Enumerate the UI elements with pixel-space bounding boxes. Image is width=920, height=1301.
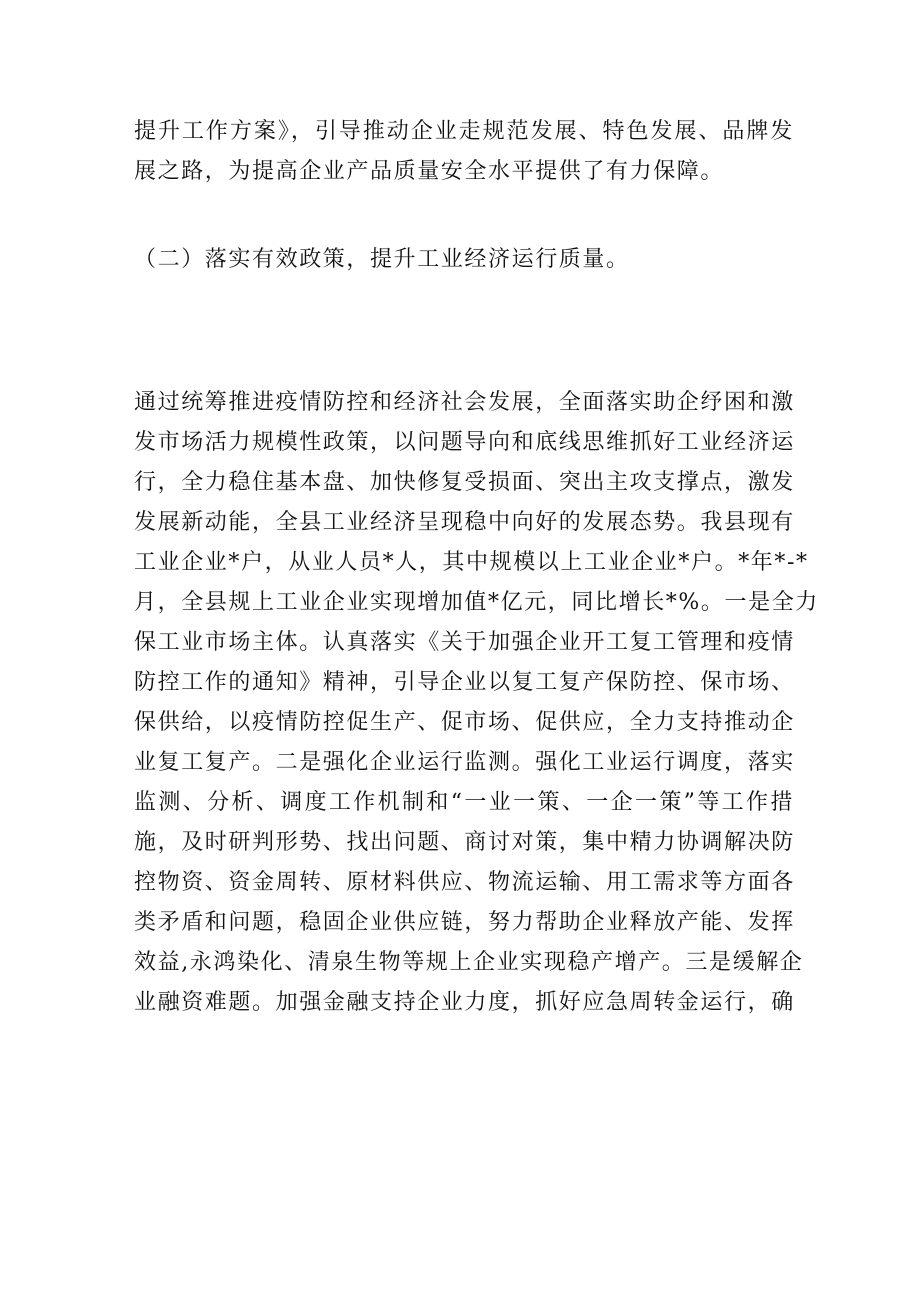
paragraph-main [134, 383, 819, 1023]
paragraph-line: 发市场活力规模性政策，以问题导向和底线思维抓好工业经济运 [134, 430, 795, 455]
paragraph-line: 保工业市场主体。认真落实《关于加强企业开工复工管理和疫情 [134, 630, 795, 655]
paragraph-line: 提升工作方案》，引导推动企业走规范发展、特色发展、品牌发 [134, 119, 794, 144]
paragraph-line: 保供给，以疫情防控促生产、促市场、促供应，全力支持推动企 [134, 710, 795, 735]
paragraph-line: 效益,永鸿染化、清泉生物等规上企业实现稳产增产。三是缓解企 [134, 950, 804, 975]
paragraph-top [134, 112, 794, 192]
paragraph-line: 展之路，为提高企业产品质量安全水平提供了有力保障。 [134, 159, 725, 184]
paragraph-line: 监测、分析、调度工作机制和“一业一策、一企一策”等工作措 [134, 790, 794, 815]
paragraph-line: 业复工复产。二是强化企业运行监测。强化工业运行调度，落实 [134, 750, 795, 775]
paragraph-line: 防控工作的通知》精神，引导企业以复工复产保防控、保市场、 [134, 670, 795, 695]
paragraph-line: 控物资、资金周转、原材料供应、物流运输、用工需求等方面各 [134, 870, 795, 895]
paragraph-line: 业融资难题。加强金融支持企业力度，抓好应急周转金运行，确 [134, 990, 795, 1015]
paragraph-line: 工业企业*户，从业人员*人，其中规模以上工业企业*户。*年*-* [134, 550, 809, 575]
paragraph-line: 类矛盾和问题，稳固企业供应链，努力帮助企业释放产能、发挥 [134, 910, 795, 935]
paragraph-line: 月，全县规上工业企业实现增加值*亿元，同比增长*%。一是全力 [134, 590, 819, 615]
section-heading: （二）落实有效政策，提升工业经济运行质量。 [134, 247, 630, 272]
paragraph-line: 施，及时研判形势、找出问题、商讨对策，集中精力协调解决防 [134, 830, 795, 855]
paragraph-line: 行，全力稳住基本盘、加快修复受损面、突出主攻支撑点，激发 [134, 470, 795, 495]
paragraph-line: 发展新动能，全县工业经济呈现稳中向好的发展态势。我县现有 [134, 510, 795, 535]
section-heading-block [134, 240, 794, 280]
paragraph-line: 通过统筹推进疫情防控和经济社会发展，全面落实助企纾困和激 [134, 390, 795, 415]
